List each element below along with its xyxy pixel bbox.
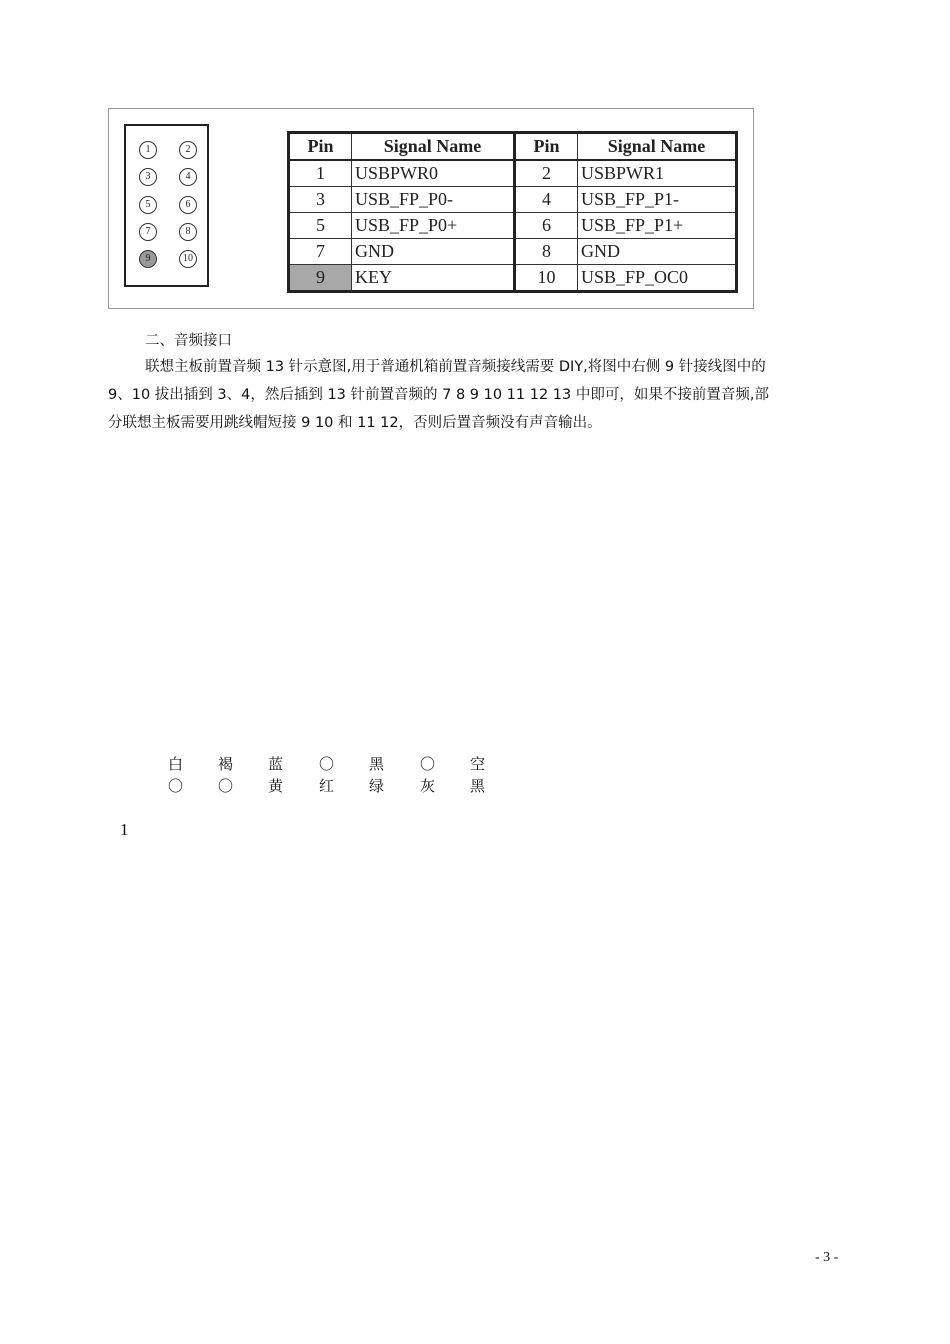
table-cell: KEY: [352, 265, 515, 292]
table-header-cell: Signal Name: [578, 133, 737, 161]
color-label: 灰: [420, 779, 436, 795]
table-cell: GND: [578, 239, 737, 265]
table-cell: USB_FP_P0+: [352, 213, 515, 239]
table-header-row: [289, 133, 737, 161]
table-cell: 6: [515, 213, 578, 239]
table-cell: USB_FP_OC0: [578, 265, 737, 292]
color-label: 黑: [470, 779, 486, 795]
color-label: 白: [168, 757, 184, 773]
color-label: 〇: [168, 779, 184, 795]
table-cell: 5: [289, 213, 352, 239]
pin-4: 4: [179, 168, 197, 186]
table-cell: USB_FP_P0-: [352, 187, 515, 213]
color-label: 蓝: [268, 757, 284, 773]
pin-9-key: 9: [139, 250, 157, 268]
color-label: 黄: [268, 779, 284, 795]
paragraph-line-2: 9、10 拔出插到 3、4，然后插到 13 针前置音频的 7 8 9 10 11 12 13 中即可，如果不接前置音频,部: [108, 387, 769, 403]
table-cell: GND: [352, 239, 515, 265]
pin-1: 1: [139, 141, 157, 159]
table-cell: 7: [289, 239, 352, 265]
table-header-cell: Pin: [515, 133, 578, 161]
color-label: 褐: [218, 757, 234, 773]
table-cell: USBPWR1: [578, 160, 737, 187]
table-cell: USB_FP_P1+: [578, 213, 737, 239]
paragraph-line-3: 分联想主板需要用跳线帽短接 9 10 和 11 12，否则后置音频没有声音输出。: [108, 415, 602, 431]
table-header-cell: Pin: [289, 133, 352, 161]
table-cell: USB_FP_P1-: [578, 187, 737, 213]
table-cell: 1: [289, 160, 352, 187]
table-row: [289, 213, 737, 239]
color-label: 〇: [319, 757, 335, 773]
pin-6: 6: [179, 196, 197, 214]
usb-pin-table: [287, 131, 738, 293]
table-cell: 3: [289, 187, 352, 213]
pin-5: 5: [139, 196, 157, 214]
section-heading: 二、音频接口: [145, 333, 232, 349]
pin-2: 2: [179, 141, 197, 159]
paragraph-line-1: 联想主板前置音频 13 针示意图,用于普通机箱前置音频接线需要 DIY,将图中右侧 9 针接线图中的: [145, 359, 766, 375]
stray-text: 1: [120, 820, 129, 839]
table-cell-key-pin: 9: [289, 265, 352, 292]
table-cell: 8: [515, 239, 578, 265]
table-row: [289, 265, 737, 292]
pin-7: 7: [139, 223, 157, 241]
usb-header-diagram: [124, 124, 209, 287]
page-number: - 3 -: [815, 1250, 839, 1265]
pin-10: 10: [179, 250, 197, 268]
table-row: [289, 187, 737, 213]
table-cell: USBPWR0: [352, 160, 515, 187]
color-label: 空: [470, 757, 486, 773]
color-label: 黑: [369, 757, 385, 773]
table-cell: 10: [515, 265, 578, 292]
color-label: 〇: [420, 757, 436, 773]
table-row: [289, 239, 737, 265]
table-header-cell: Signal Name: [352, 133, 515, 161]
table-cell: 4: [515, 187, 578, 213]
color-label: 红: [319, 779, 335, 795]
table-cell: 2: [515, 160, 578, 187]
pin-3: 3: [139, 168, 157, 186]
pin-8: 8: [179, 223, 197, 241]
color-label: 绿: [369, 779, 385, 795]
color-label: 〇: [218, 779, 234, 795]
table-row: [289, 160, 737, 187]
